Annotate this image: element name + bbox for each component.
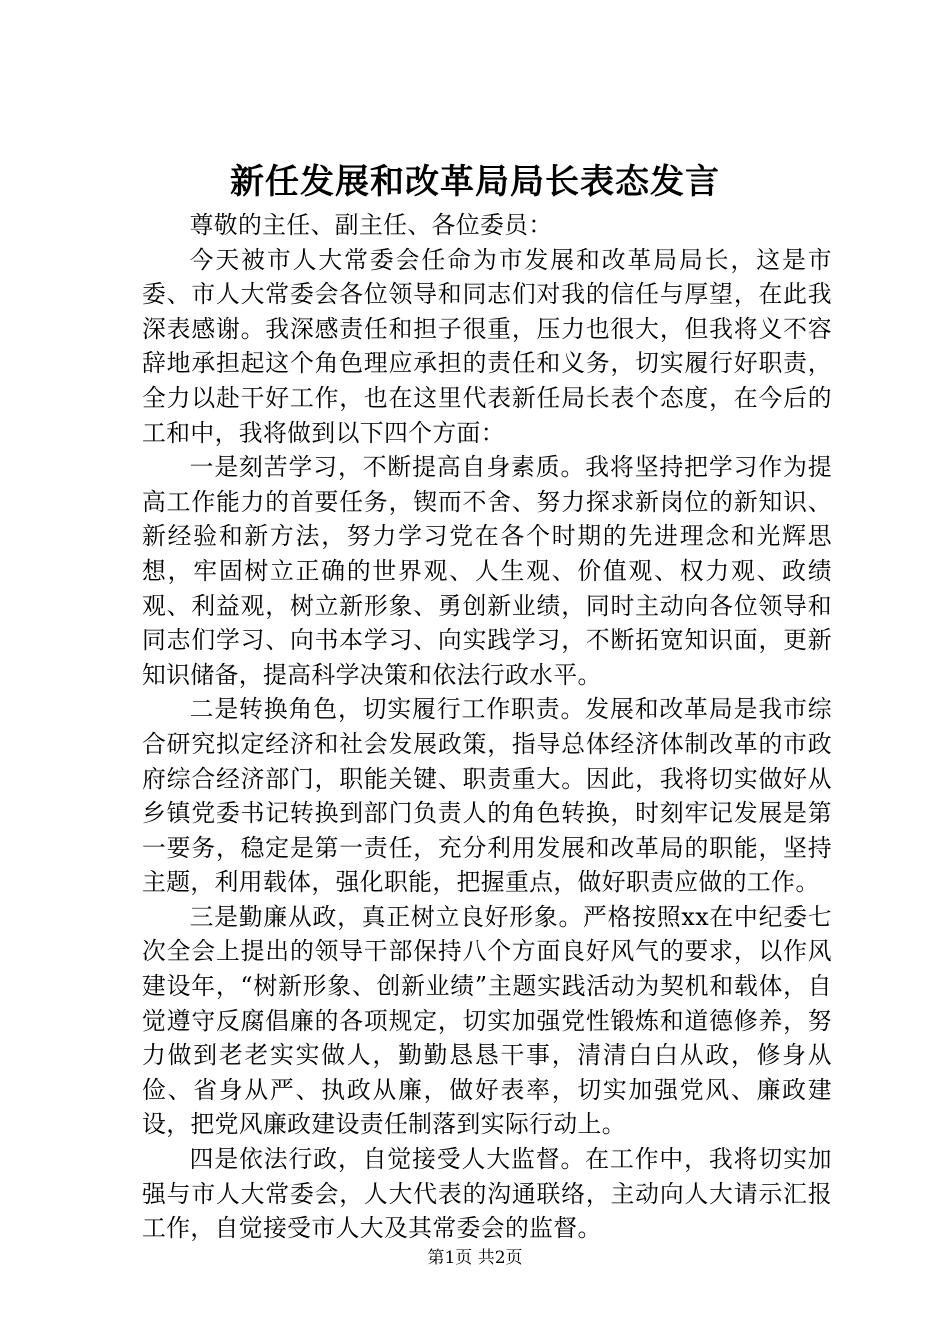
document-title: 新任发展和改革局局长表态发言 xyxy=(230,162,720,202)
salutation: 尊敬的主任、副主任、各位委员： xyxy=(189,211,553,239)
page-number: 第1页 共2页 xyxy=(427,1248,523,1268)
paragraph-study: 一是刻苦学习，不断提高自身素质。我将坚持把学习作为提高工作能力的首要任务，锲而不舍、努力探求新岗位的新知识、新经验和新方法，努力学习党在各个时期的先进理念和光辉思想，牢固树立正确的世界观、人生观、价值观、权力观、政绩观、利益观，树立新形象、勇创新业绩，同时主动向各位领导和同志们学习、向书本学习、向实践学习，不断拓宽知识面，更新知识储备，提高科学决策和依法行政水平。 xyxy=(142,453,832,689)
paragraph-role: 二是转换角色，切实履行工作职责。发展和改革局是我市综合研究拟定经济和社会发展政策，指导总体经济体制改革的市政府综合经济部门，职能关键、职责重大。因此，我将切实做好从乡镇党委书记转换到部门负责人的角色转换，时刻牢记发展是第一要务，稳定是第一责任，充分利用发展和改革局的职能，坚持主题，利用载体，强化职能，把握重点，做好职责应做的工作。 xyxy=(142,695,832,897)
paragraph-supervision: 四是依法行政，自觉接受人大监督。在工作中，我将切实加强与市人大常委会，人大代表的沟通联络，主动向人大请示汇报工作，自觉接受市人大及其常委会的监督。 xyxy=(142,1145,832,1243)
document-body xyxy=(142,208,832,1246)
paragraph-intro: 今天被市人大常委会任命为市发展和改革局局长，这是市委、市人大常委会各位领导和同志们对我的信任与厚望，在此我深表感谢。我深感责任和担子很重，压力也很大，但我将义不容辞地承担起这个角色理应承担的责任和义务，切实履行好职责，全力以赴干好工作，也在这里代表新任局长表个态度，在今后的工和中，我将做到以下四个方面： xyxy=(142,245,832,447)
paragraph-integrity: 三是勤廉从政，真正树立良好形象。严格按照xx在中纪委七次全会上提出的领导干部保持八个方面良好风气的要求，以作风建设年，“树新形象、创新业绩”主题实践活动为契机和载体，自觉遵守反腐倡廉的各项规定，切实加强党性锻炼和道德修养，努力做到老老实实做人，勤勤恳恳干事，清清白白从政，修身从俭、省身从严、执政从廉，做好表率，切实加强党风、廉政建设，把党风廉政建设责任制落到实际行动上。 xyxy=(142,902,832,1139)
